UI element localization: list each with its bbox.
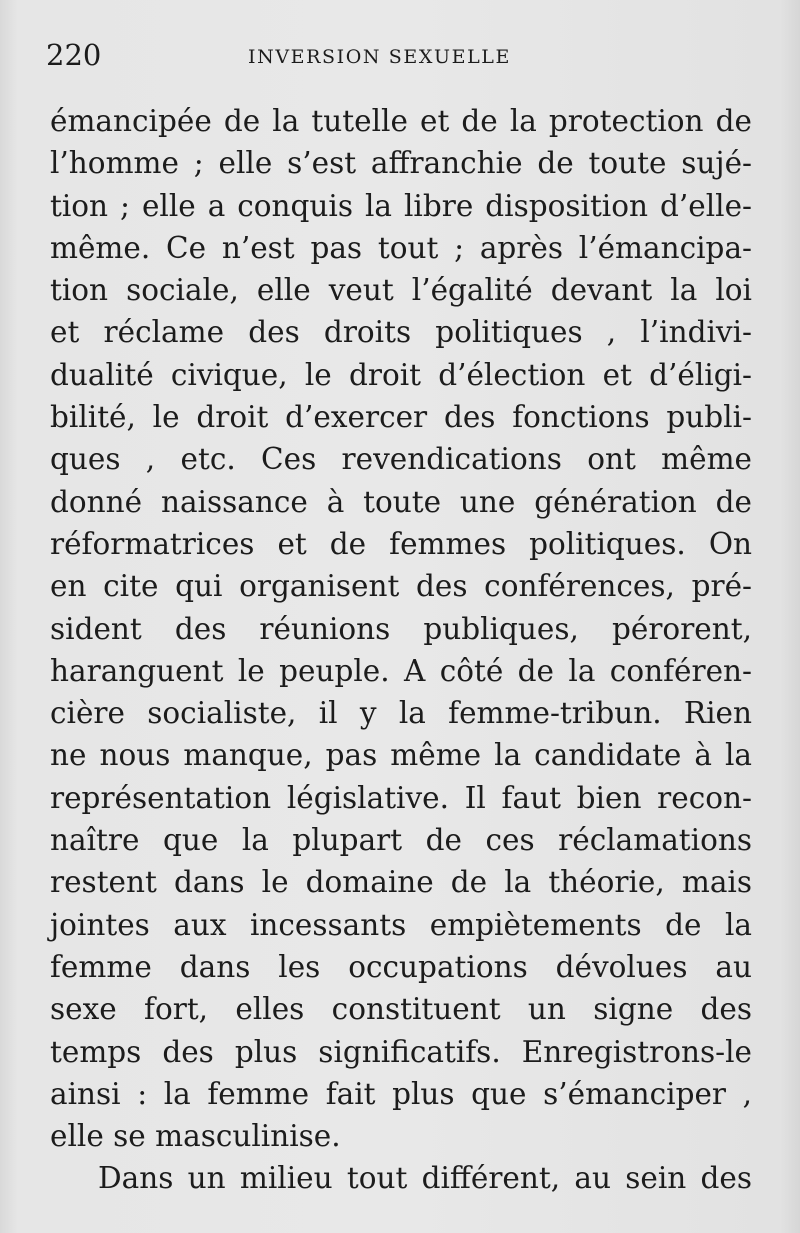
text-line: ne nous manque, pas même la candidate à la bbox=[50, 738, 752, 773]
paragraph-start-line: Dans un milieu tout différent, au sein des bbox=[98, 1161, 752, 1196]
text-line: tion sociale, elle veut l’égalité devant la loi bbox=[50, 273, 752, 308]
text-line: en cite qui organisent des conférences, pré- bbox=[50, 569, 752, 604]
text-line: dualité civique, le droit d’élection et d’éligi- bbox=[50, 357, 752, 392]
body-text bbox=[50, 100, 752, 1200]
text-line: cière socialiste, il y la femme-tribun. Rien bbox=[50, 696, 752, 731]
text-line: ques , etc. Ces revendications ont même bbox=[50, 442, 752, 477]
text-line: donné naissance à toute une génération de bbox=[50, 484, 752, 519]
text-line: temps des plus significatifs. Enregistrons-le bbox=[50, 1034, 752, 1069]
text-line: émancipée de la tutelle et de la protection de bbox=[50, 104, 752, 138]
running-head bbox=[46, 38, 746, 78]
text-line: et réclame des droits politiques , l’indivi- bbox=[50, 315, 752, 350]
text-line: bilité, le droit d’exercer des fonctions publi- bbox=[50, 400, 752, 435]
text-line: jointes aux incessants empiètements de la bbox=[50, 907, 752, 942]
text-line: femme dans les occupations dévolues au bbox=[50, 949, 752, 984]
running-title: INVERSION SEXUELLE bbox=[248, 46, 511, 68]
text-line: tion ; elle a conquis la libre disposition d’elle- bbox=[50, 188, 752, 223]
text-line: représentation législative. Il faut bien recon- bbox=[50, 780, 752, 815]
text-line: sident des réunions publiques, pérorent, bbox=[50, 611, 752, 646]
text-line: haranguent le peuple. A côté de la conféren- bbox=[50, 653, 752, 688]
paragraph-end-line: elle se masculinise. bbox=[50, 1119, 341, 1154]
text-line: même. Ce n’est pas tout ; après l’émancipa- bbox=[50, 230, 752, 265]
text-line: naître que la plupart de ces réclamations bbox=[50, 823, 752, 858]
text-line: ainsi : la femme fait plus que s’émanciper , bbox=[50, 1076, 752, 1111]
text-line: l’homme ; elle s’est affranchie de toute sujé- bbox=[50, 146, 752, 181]
text-line: sexe fort, elles constituent un signe des bbox=[50, 992, 752, 1027]
text-line: restent dans le domaine de la théorie, mais bbox=[50, 865, 752, 900]
page-number: 220 bbox=[46, 38, 102, 72]
text-line: réformatrices et de femmes politiques. On bbox=[50, 526, 752, 561]
